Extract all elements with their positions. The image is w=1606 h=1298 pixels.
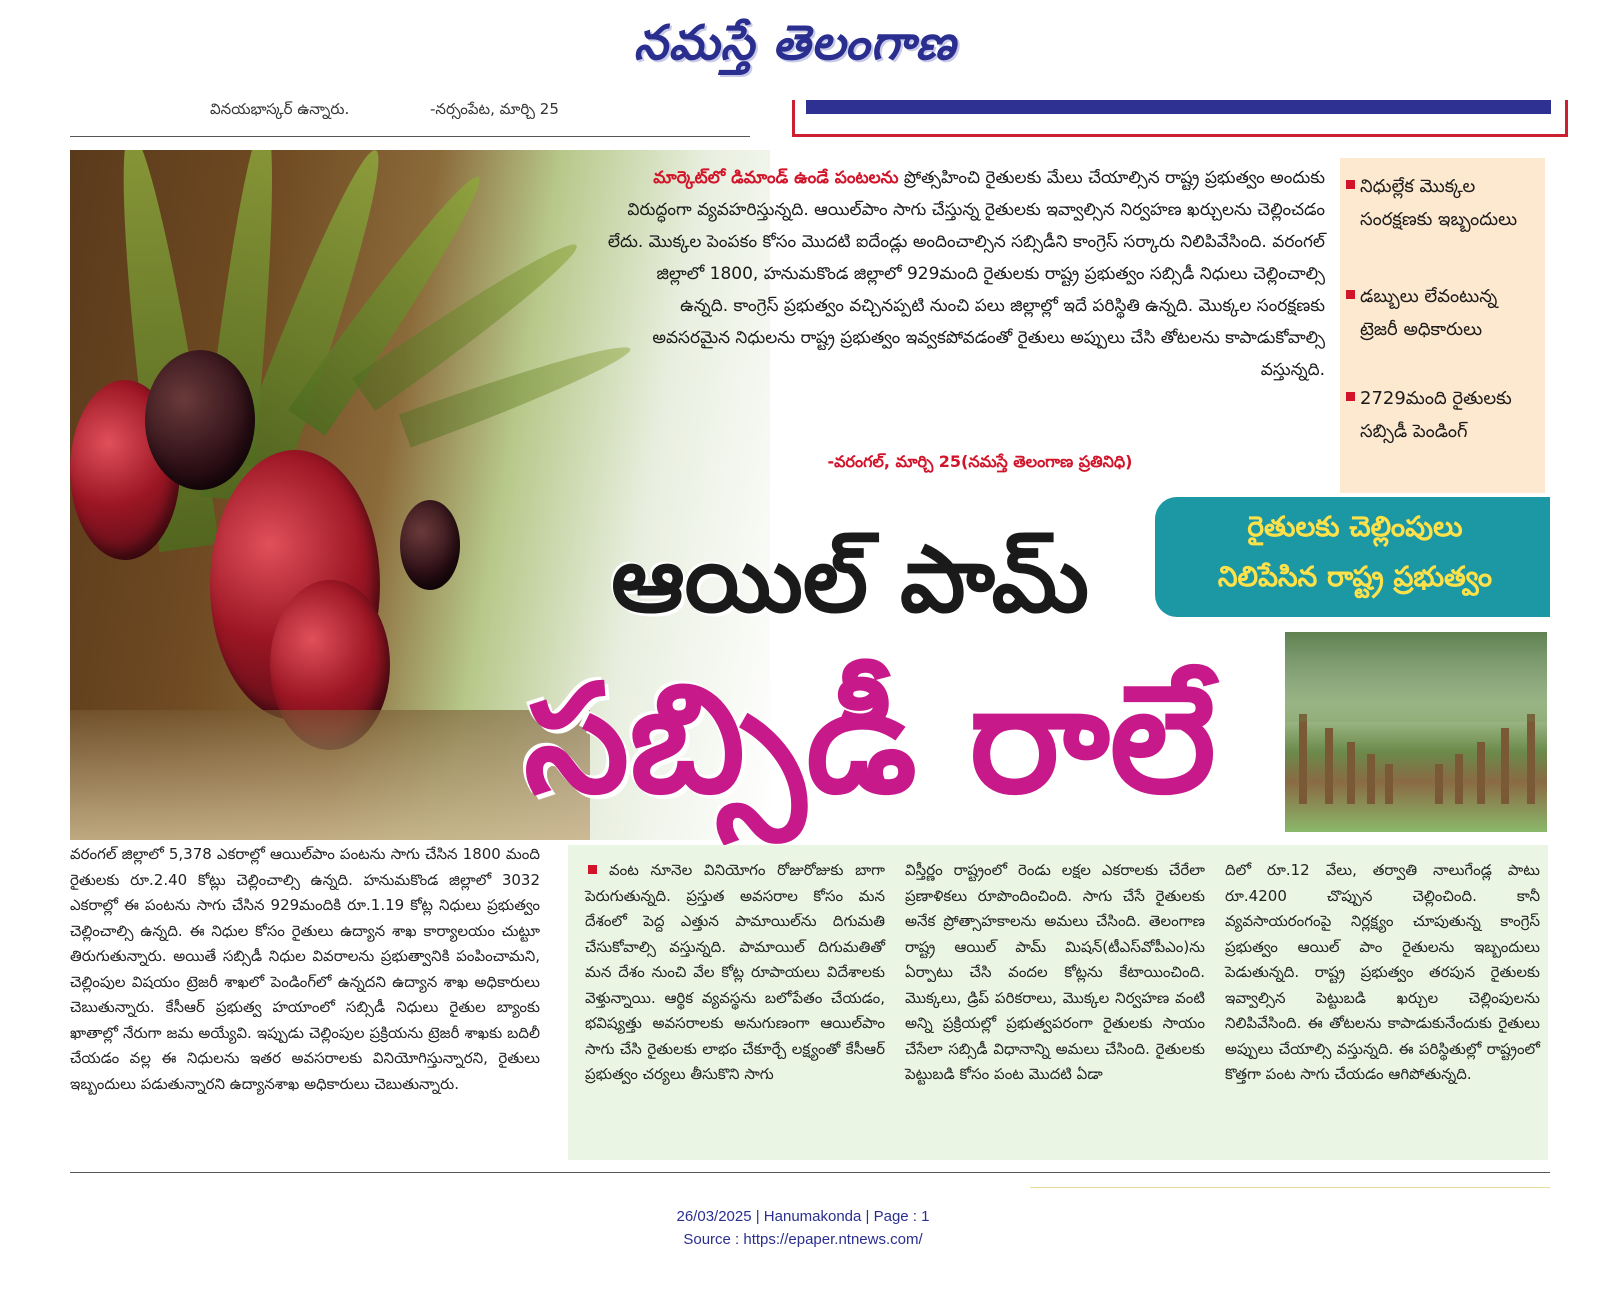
- lead-paragraph: [605, 162, 1325, 492]
- footer-source-link[interactable]: Source : https://epaper.ntnews.com/: [683, 1231, 923, 1248]
- body-paragraph-left: వరంగల్ జిల్లాలో 5,378 ఎకరాల్లో ఆయిల్‌పాం పంటను సాగు చేసిన 1800 మంది రైతులకు రూ.2.40 కోట్లు చెల్లించాల్సి ఉన్నది. హనుమకొండ జిల్లాలో 3032 ఎకరాల్లో ఈ పంటను సాగు చేసిన 929మందికి రూ.1.19 కోట్ల నిధులు ప్రభుత్వం చెల్లించాల్సి ఉన్నది. ఈ నిధుల కోసం రైతులు ఉద్యాన శాఖ కార్యాలయం చుట్టూ తిరుగుతున్నారు. అయితే సబ్సిడీ నిధుల వివరాలను ప్రభుత్వానికి పంపించామని, చెల్లింపుల విషయం ట్రెజరీ శాఖలో పెండింగ్‌లో ఉన్నదని ఉద్యాన శాఖ అధికారులు చెబుతున్నారు. కేసీఆర్ ప్రభుత్వ హయాంలో సబ్సిడీ నిధులు రైతుల బ్యాంకు ఖాతాల్లో నేరుగా జమ అయ్యేవి. ఇప్పుడు చెల్లింపుల ప్రక్రియను ట్రెజరీ శాఖకు బదిలీ చేయడం వల్ల ఈ నిధులను ఇతర అవసరాలకు వినియోగిస్తున్నారని, రైతులు ఇబ్బందులు పడుతున్నారని ఉద్యానశాఖ అధికారులు చెబుతున్నారు.: [70, 845, 540, 1093]
- bullet-icon: [1346, 290, 1355, 299]
- highlight-item: డబ్బులు లేవంటున్న ట్రెజరీ అధికారులు: [1360, 286, 1498, 340]
- subheadline-line1: రైతులకు చెల్లింపులు: [1247, 510, 1463, 543]
- bullet-icon: [1346, 392, 1355, 401]
- subheadline-line2: నిలిపేసిన రాష్ట్ర ప్రభుత్వం: [1217, 560, 1493, 593]
- headline-line2: సబ్సిడీ రాలే: [524, 653, 1216, 827]
- body-column-3: దిలో రూ.12 వేలు, తర్వాతి నాలుగేండ్ల పాటు రూ.4200 చొప్పున చెల్లించింది. కానీ వ్యవసాయరంగంపై నిర్లక్ష్యం చూపుతున్న కాంగ్రెస్ ప్రభుత్వం ఆయిల్ పాం రైతులను ఇబ్బందులు పెడుతున్నది. రాష్ట్ర ప్రభుత్వం తరపున రైతులకు ఇవ్వాల్సిన పెట్టుబడి ఖర్చుల చెల్లింపులను నిలిపివేసింది. ఈ తోటలను కాపాడుకునేందుకు రైతులు అప్పులు చేయాల్సి వస్తున్నది. ఈ పరిస్థితుల్లో రాష్ట్రంలో కొత్తగా పంట సాగు చేయడం ఆగిపోతున్నది.: [1225, 861, 1540, 1083]
- headline-line1: ఆయిల్ పామ్: [611, 526, 1089, 633]
- byline-dateline: -నర్సంపేట, మార్చి 25: [430, 100, 559, 118]
- lead-highlight: మార్కెట్‌లో డిమాండ్ ఉండే పంటలను: [653, 168, 899, 188]
- plantation-photo: [1285, 632, 1547, 832]
- decorative-blue-bar: [806, 100, 1551, 114]
- lead-text: ప్రోత్సహించి రైతులకు మేలు చేయాల్సిన రాష్ట్ర ప్రభుత్వం అందుకు విరుద్ధంగా వ్యవహరిస్తున్నది. ఆయిల్‌పాం సాగు చేస్తున్న రైతులకు ఇవ్వాల్సిన నిర్వహణ ఖర్చులను చెల్లించడం లేదు. మొక్కల పెంపకం కోసం మొదటి ఐదేండ్లు అందించాల్సిన సబ్సిడీని కాంగ్రెస్ సర్కారు నిలిపివేసింది. వరంగల్ జిల్లాలో 1800, హనుమకొండ జిల్లాలో 929మంది రైతులకు రాష్ట్ర ప్రభుత్వం సబ్సిడీ నిధులు చెల్లించాల్సి ఉన్నది. కాంగ్రెస్ ప్రభుత్వం వచ్చినప్పటి నుంచి పలు జిల్లాల్లో ఇదే పరిస్థితి ఉన్నది. మొక్కల సంరక్షణకు అవసరమైన నిధులను రాష్ట్ర ప్రభుత్వం ఇవ్వకపోవడంతో రైతులు అప్పులు చేసి తోటలను కాపాడుకోవాల్సి వస్తున్నది.: [607, 168, 1325, 380]
- lead-credit: -వరంగల్, మార్చి 25(నమస్తే తెలంగాణ ప్రతినిధి): [827, 452, 1133, 471]
- body-column-1: వంట నూనెల వినియోగం రోజురోజుకు బాగా పెరుగుతున్నది. ప్రస్తుత అవసరాల కోసం మన దేశంలో పెద్ద ఎత్తున పామాయిల్‌ను దిగుమతి చేసుకోవాల్సి వస్తున్నది. పామాయిల్ దిగుమతితో మన దేశం నుంచి వేల కోట్ల రూపాయలు విదేశాలకు వెళ్తున్నాయి. ఆర్థిక వ్యవస్థను బలోపేతం చేయడం, భవిష్యత్తు అవసరాలకు అనుగుణంగా ఆయిల్‌పాం సాగు చేసి రైతులకు లాభం చేకూర్చే లక్ష్యంతో కేసీఆర్ ప్రభుత్వం చర్యలు తీసుకొని సాగు: [585, 861, 885, 1083]
- footer-page-info: 26/03/2025 | Hanumakonda | Page : 1: [676, 1208, 930, 1225]
- bullet-icon: [1346, 180, 1355, 189]
- body-column-2: విస్తీర్ణం రాష్ట్రంలో రెండు లక్షల ఎకరాలకు చేరేలా ప్రణాళికలు రూపొందించింది. సాగు చేసే రైతులకు అనేక ప్రోత్సాహకాలను అమలు చేసింది. తెలంగాణ రాష్ట్ర ఆయిల్ పామ్ మిషన్(టీఎస్‌వోపీఎం)ను ఏర్పాటు చేసి వందల కోట్లను కేటాయించింది. మొక్కలు, డ్రిప్ పరికరాలు, మొక్కల నిర్వహణ వంటి అన్ని ప్రక్రియల్లో ప్రభుత్వపరంగా రైతులకు సాయం చేసేలా సబ్సిడీ విధానాన్ని అమలు చేసింది. రైతులకు పెట్టుబడి కోసం పంట మొదటి ఏడా: [905, 861, 1205, 1083]
- highlight-item: నిధుల్లేక మొక్కల సంరక్షణకు ఇబ్బందులు: [1360, 176, 1518, 230]
- bottom-rule-accent: [1030, 1187, 1550, 1188]
- highlight-item: 2729మంది రైతులకు సబ్సిడీ పెండింగ్: [1360, 388, 1512, 442]
- masthead-logo: నమస్తే తెలంగాణ: [633, 15, 957, 71]
- byline-rule: [70, 94, 750, 137]
- byline-left: వినయభాస్కర్ ఉన్నారు.: [210, 100, 350, 118]
- bottom-rule: [70, 1172, 1550, 1173]
